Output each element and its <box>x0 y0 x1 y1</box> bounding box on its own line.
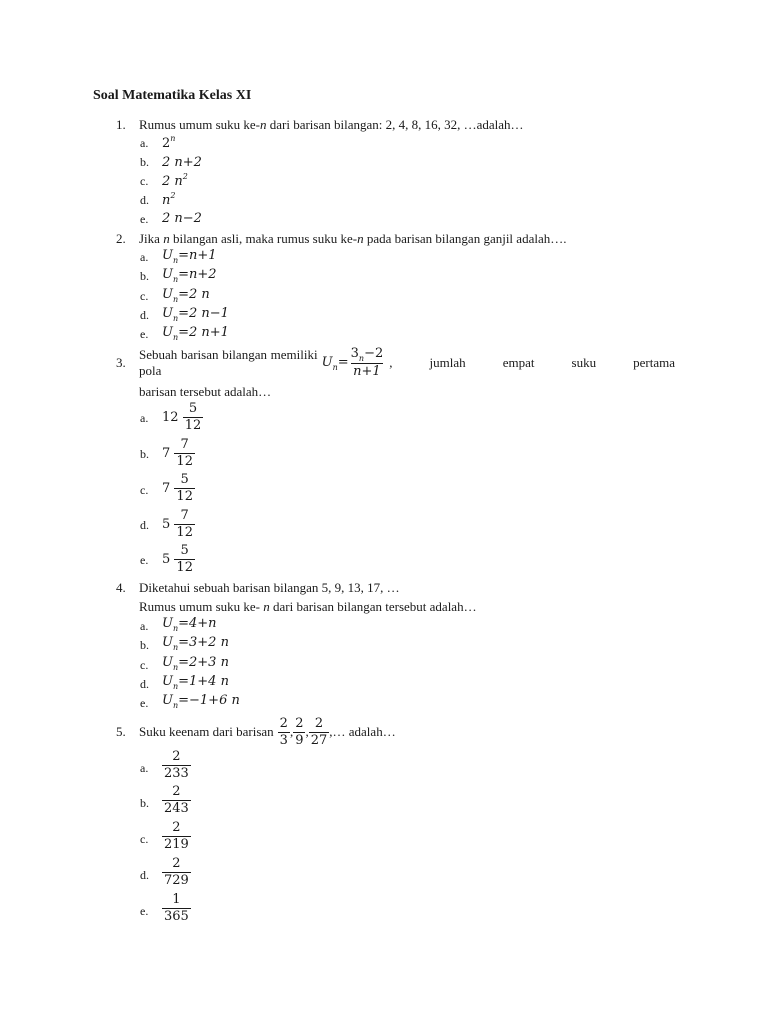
q4-option-d <box>162 674 229 689</box>
q3-option-e-letter: e. <box>140 553 149 567</box>
mixed-whole: 12 <box>162 410 179 425</box>
fraction-numerator: 5 <box>188 401 198 416</box>
fraction-numerator: 2 <box>314 715 324 731</box>
q3-option-b <box>162 437 195 470</box>
question-1-text <box>139 117 524 133</box>
question-1-variable: n <box>259 117 267 132</box>
fraction-denominator: 3 <box>279 732 288 748</box>
q5-option-c <box>162 820 191 853</box>
q2-option-b-rhs: =n+2 <box>178 267 217 282</box>
u-subscript: n <box>172 275 179 284</box>
q3-option-a <box>162 401 203 434</box>
fraction-denominator: 12 <box>176 560 193 575</box>
q1-option-a-exponent: n <box>170 134 176 143</box>
q1-option-a <box>162 136 175 151</box>
fraction-numerator: 2 <box>172 784 181 799</box>
q2-option-d-letter: d. <box>140 308 149 322</box>
q1-option-c-base: 2 n <box>162 174 183 189</box>
page-title: Soal Matematika Kelas XI <box>93 88 252 103</box>
q3-option-d <box>162 508 195 541</box>
q5-option-a-letter: a. <box>140 761 149 775</box>
formula-num-base: 3 <box>350 346 359 361</box>
formula-denominator: n+1 <box>353 364 381 379</box>
q2-option-a-rhs: =n+1 <box>178 248 217 263</box>
q1-option-a-base: 2 <box>162 136 171 151</box>
mixed-fraction <box>174 508 195 541</box>
q5-option-d <box>162 856 191 889</box>
q1-option-d <box>162 193 175 208</box>
q2-option-d <box>162 306 229 321</box>
question-3-text-line2: barisan tersebut adalah… <box>139 384 272 399</box>
q2-option-e <box>162 325 229 340</box>
u-subscript: n <box>172 643 179 652</box>
q5-option-d-letter: d. <box>140 868 149 882</box>
mixed-whole: 5 <box>162 517 171 532</box>
option-fraction <box>162 749 191 782</box>
fraction-denominator: 12 <box>176 489 193 504</box>
formula-num-subscript: n <box>358 354 365 363</box>
fraction-numerator: 2 <box>295 715 304 731</box>
q3-option-c-letter: c. <box>140 483 149 497</box>
mixed-fraction <box>174 437 195 470</box>
u-symbol: U <box>162 635 173 650</box>
q2-option-c-rhs: =2 n <box>178 287 210 302</box>
q2-option-e-letter: e. <box>140 327 149 341</box>
formula-fraction <box>349 346 386 380</box>
question-5-text-part: ,… adalah… <box>329 724 396 739</box>
u-symbol: U <box>162 674 173 689</box>
q2-option-c <box>162 287 210 302</box>
q1-option-e: 2 n−2 <box>162 211 202 226</box>
fraction-denominator: 233 <box>164 766 189 781</box>
u-subscript: n <box>172 682 179 691</box>
q4-option-b <box>162 635 229 650</box>
question-1-text-part: dari barisan bilangan: 2, 4, 8, 16, 32, …adalah… <box>266 117 524 132</box>
question-2-text <box>139 231 566 247</box>
q4-option-c <box>162 655 229 670</box>
u-symbol: U <box>162 267 173 282</box>
mixed-fraction <box>183 401 204 434</box>
fraction-numerator: 5 <box>180 543 189 558</box>
fraction-numerator: 5 <box>180 472 189 487</box>
option-fraction <box>162 820 191 853</box>
q4-option-a-letter: a. <box>140 619 149 633</box>
question-4-text-line2 <box>139 599 477 615</box>
u-subscript: n <box>172 663 179 672</box>
question-2-variable: n <box>163 231 170 246</box>
q3-option-b-letter: b. <box>140 447 149 461</box>
sequence-term-3 <box>309 716 330 749</box>
fraction-denominator: 219 <box>164 837 189 852</box>
u-subscript: n <box>172 314 179 323</box>
mixed-whole: 7 <box>162 446 171 461</box>
q5-option-a <box>162 749 191 782</box>
mixed-fraction <box>174 543 195 576</box>
q2-option-e-rhs: =2 n+1 <box>178 325 229 340</box>
q5-option-e-letter: e. <box>140 904 149 918</box>
question-2-variable: n <box>357 231 364 246</box>
q4-option-e <box>162 693 240 708</box>
u-subscript: n <box>172 333 179 342</box>
fraction-denominator: 12 <box>176 525 193 540</box>
q3-option-d-letter: d. <box>140 518 149 532</box>
q3-option-c <box>162 472 195 505</box>
q3-option-e <box>162 543 195 576</box>
q2-option-a <box>162 248 217 263</box>
q1-option-d-base: n <box>162 193 171 208</box>
formula-u: U <box>321 354 333 370</box>
q4-option-a-rhs: =4+n <box>178 616 217 631</box>
fraction-denominator: 27 <box>310 732 328 748</box>
sequence-comma: , <box>289 724 294 739</box>
q4-option-c-rhs: =2+3 n <box>178 655 229 670</box>
u-symbol: U <box>162 655 173 670</box>
fraction-numerator: 7 <box>180 508 189 523</box>
q1-option-d-exponent: 2 <box>170 191 176 200</box>
question-2-text-part: pada barisan bilangan ganjil adalah…. <box>363 231 567 246</box>
fraction-numerator: 2 <box>172 820 181 835</box>
q1-option-c-letter: c. <box>140 174 149 188</box>
u-subscript: n <box>172 256 179 265</box>
fraction-denominator: 729 <box>164 873 189 888</box>
q4-option-a <box>162 616 217 631</box>
fraction-denominator: 243 <box>164 801 189 816</box>
q2-option-a-letter: a. <box>140 250 149 264</box>
q2-option-b-letter: b. <box>140 269 149 283</box>
q5-option-b-letter: b. <box>140 796 149 810</box>
question-3-number: 3. <box>116 355 126 370</box>
question-4-text-part: dari barisan bilangan tersebut adalah… <box>269 599 477 614</box>
fraction-numerator: 7 <box>180 437 189 452</box>
q4-option-d-rhs: =1+4 n <box>178 674 229 689</box>
option-fraction <box>162 892 191 925</box>
formula-numerator <box>349 346 386 363</box>
question-2-text-part: bilangan asli, maka rumus suku ke- <box>169 231 358 246</box>
q1-option-e-letter: e. <box>140 212 149 226</box>
q4-option-c-letter: c. <box>140 658 149 672</box>
question-5-text <box>139 713 396 751</box>
u-symbol: U <box>162 248 173 263</box>
q4-option-e-letter: e. <box>140 696 149 710</box>
fraction-denominator: 9 <box>295 732 304 748</box>
q4-option-b-rhs: =3+2 n <box>178 635 229 650</box>
sequence-term-2 <box>293 716 305 749</box>
question-4-number: 4. <box>116 580 126 595</box>
q4-option-e-rhs: =−1+6 n <box>178 693 240 708</box>
q3-option-a-letter: a. <box>140 411 149 425</box>
question-1-text-part: Rumus umum suku ke- <box>139 117 260 132</box>
u-symbol: U <box>162 287 173 302</box>
q5-option-c-letter: c. <box>140 832 149 846</box>
q1-option-a-letter: a. <box>140 136 149 150</box>
q1-option-d-letter: d. <box>140 193 149 207</box>
mixed-whole: 5 <box>162 552 171 567</box>
question-5-number: 5. <box>116 724 126 739</box>
q2-option-b <box>162 267 217 282</box>
q2-option-c-letter: c. <box>140 289 149 303</box>
sequence-term-1 <box>278 716 290 749</box>
u-symbol: U <box>162 306 173 321</box>
mixed-fraction <box>174 472 195 505</box>
fraction-numerator: 2 <box>172 856 181 871</box>
q2-option-d-rhs: =2 n−1 <box>178 306 229 321</box>
option-fraction <box>162 784 191 817</box>
fraction-denominator: 365 <box>164 909 189 924</box>
q4-option-d-letter: d. <box>140 677 149 691</box>
question-2-number: 2. <box>116 231 126 246</box>
question-3-formula <box>322 346 386 380</box>
formula-num-rest: −2 <box>364 346 384 361</box>
formula-u-subscript: n <box>332 362 338 372</box>
u-symbol: U <box>162 616 173 631</box>
fraction-numerator: 1 <box>172 892 181 907</box>
u-subscript: n <box>172 701 179 710</box>
option-fraction <box>162 856 191 889</box>
q1-option-b-letter: b. <box>140 155 149 169</box>
u-symbol: U <box>162 325 173 340</box>
fraction-denominator: 12 <box>176 454 193 469</box>
question-2-text-part: Jika <box>139 231 164 246</box>
q5-option-e <box>162 892 191 925</box>
question-4-text-line1: Diketahui sebuah barisan bilangan 5, 9, 13, 17, … <box>139 580 400 595</box>
question-3-text <box>139 344 675 382</box>
question-3-text-part: Sebuah barisan bilangan memiliki pola <box>139 347 318 378</box>
fraction-numerator: 2 <box>172 749 181 764</box>
mixed-whole: 7 <box>162 481 171 496</box>
formula-equals: = <box>337 354 349 370</box>
q1-option-b: 2 n+2 <box>162 155 202 170</box>
q1-option-c-exponent: 2 <box>182 172 188 181</box>
q5-option-b <box>162 784 191 817</box>
u-subscript: n <box>172 624 179 633</box>
fraction-numerator: 2 <box>279 715 288 731</box>
sequence-comma: , <box>305 724 309 739</box>
question-1-number: 1. <box>116 117 126 132</box>
question-4-variable: n <box>263 599 270 614</box>
u-subscript: n <box>172 295 179 304</box>
u-symbol: U <box>162 693 173 708</box>
q4-option-b-letter: b. <box>140 638 149 652</box>
fraction-denominator: 12 <box>184 418 202 433</box>
question-5-text-part: Suku keenam dari barisan <box>139 724 274 739</box>
q1-option-c <box>162 174 188 189</box>
question-4-text-part: Rumus umum suku ke- <box>139 599 264 614</box>
question-3-text-part: , jumlah empat suku pertama <box>389 355 675 370</box>
